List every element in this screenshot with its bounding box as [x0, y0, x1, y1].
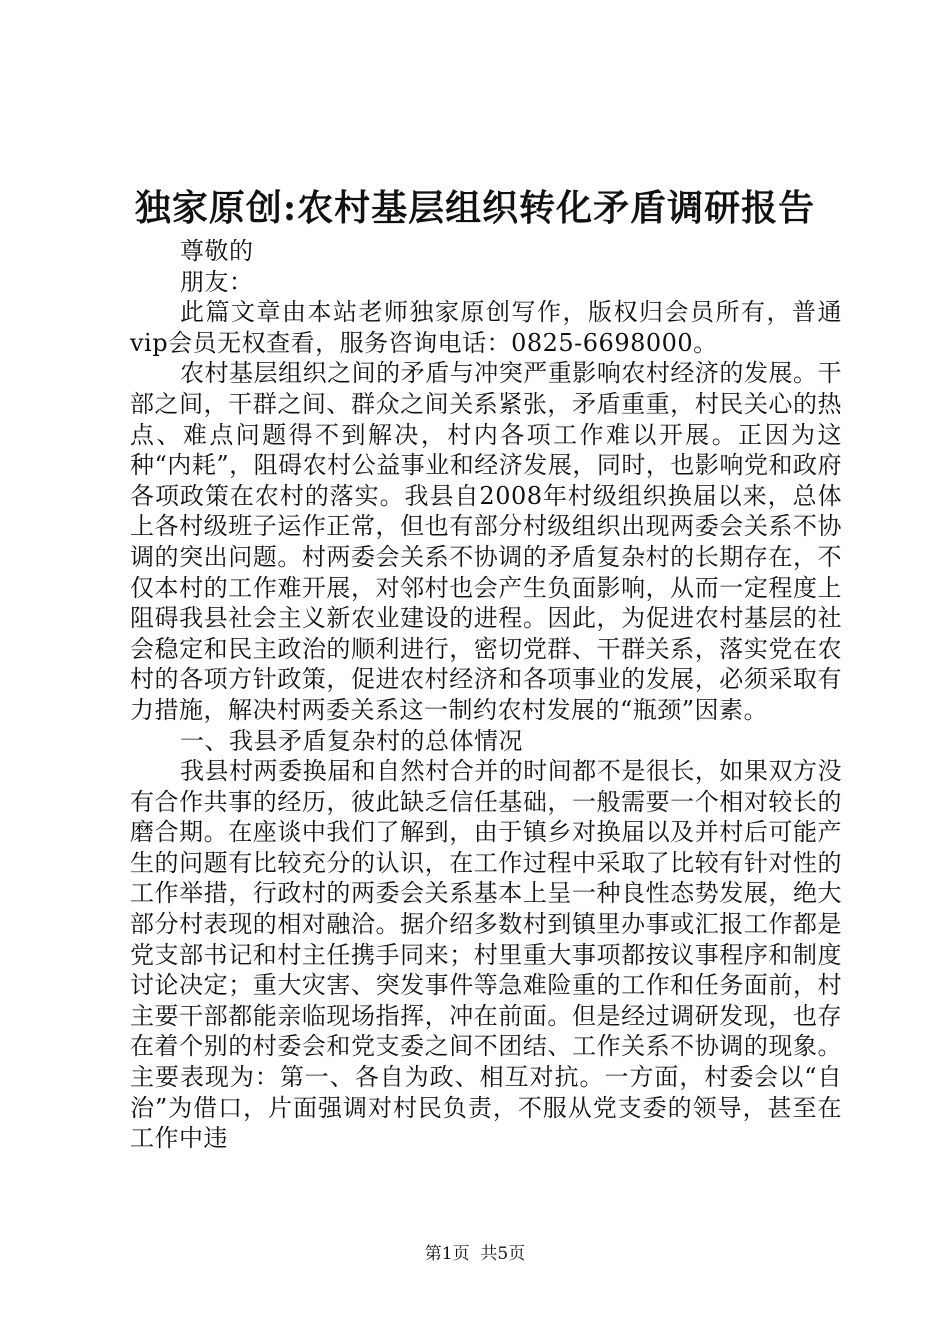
section-heading: 一、我县矛盾复杂村的总体情况 [180, 726, 523, 755]
salutation-line-1: 尊敬的 [180, 237, 254, 265]
section-paragraph: 我县村两委换届和自然村合并的时间都不是很长，如果双方没有合作共事的经历，彼此缺乏信任基础，一般需要一个相对较长的磨合期。在座谈中我们了解到，由于镇乡对换届以及并村后可能产生的问题有比较充分的认识，在工作过程中采取了比较有针对性的工作举措，行政村的两委会关系基本上呈一种良性态势发展，绝大部分村表现的相对融洽。据介绍多数村到镇里办事或汇报工作都是党支部书记和村主任携手同来；村里重大事项都按议事程序和制度讨论决定；重大灾害、突发事件等急难险重的工作和任务面前，村主要干部都能亲临现场指挥，冲在前面。但是经过调研发现，也存在着个别的村委会和党支委之间不团结、工作关系不协调的现象。主要表现为：第一、各自为政、相互对抗。一方面，村委会以“自治”为借口，片面强调对村民负责，不服从党支委的领导，甚至在工作中违 [130, 757, 842, 1153]
page-footer [0, 1243, 950, 1265]
document-body [130, 236, 842, 1154]
intro-paragraph: 农村基层组织之间的矛盾与冲突严重影响农村经济的发展。干部之间，干群之间、群众之间关系紧张，矛盾重重，村民关心的热点、难点问题得不到解决，村内各项工作难以开展。正因为这种“内耗”，阻碍农村公益事业和经济发展，同时，也影响党和政府各项政策在农村的落实。我县自2008年村级组织换届以来，总体上各村级班子运作正常，但也有部分村级组织出现两委会关系不协调的突出问题。村两委会关系不协调的矛盾复杂村的长期存在，不仅本村的工作难开展，对邻村也会产生负面影响，从而一定程度上阻碍我县社会主义新农业建设的进程。因此，为促进农村基层的社会稳定和民主政治的顺利进行，密切党群、干群关系，落实党在农村的各项方针政策，促进农村经济和各项事业的发展，必须采取有力措施，解决村两委关系这一制约农村发展的“瓶颈”因素。 [130, 359, 842, 724]
page-number: 第1页 [424, 1244, 470, 1264]
salutation-line-2: 朋友： [180, 267, 254, 296]
document-title: 独家原创:农村基层组织转化矛盾调研报告 [134, 187, 816, 229]
copyright-notice-paragraph: 此篇文章由本站老师独家原创写作，版权归会员所有，普通vip会员无权查看，服务咨询电话：0825-6698000。 [130, 298, 842, 357]
page-total: 共5页 [480, 1244, 526, 1264]
